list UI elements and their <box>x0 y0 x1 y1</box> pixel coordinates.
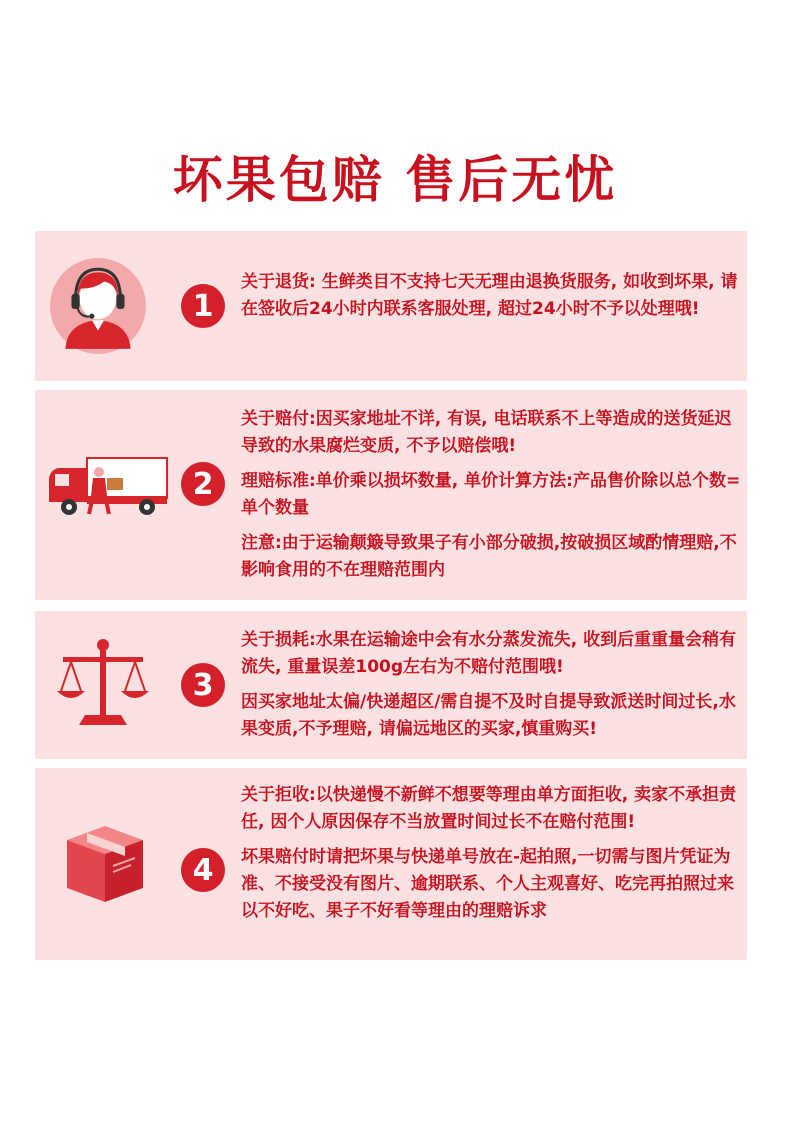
section-text <box>241 782 741 933</box>
step-number-badge: 2 <box>181 462 225 506</box>
customer-service-icon <box>47 255 149 361</box>
paragraph: 理赔标准:单价乘以损坏数量, 单价计算方法:产品售价除以总个数=单个数量 <box>241 471 741 518</box>
section-loss <box>35 611 747 759</box>
paragraph: 因买家地址太偏/快递超区/需自提不及时自提导致派送时间过长,水果变质,不予理赔, 请偏远地区的买家,慎重购买! <box>241 692 736 739</box>
paragraph: 关于损耗:水果在运输途中会有水分蒸发流失, 收到后重重量会稍有流失, 重量误差100g左右为不赔付范围哦! <box>241 630 737 677</box>
paragraph: 坏果赔付时请把坏果与快递单号放在-起拍照,一切需与图片凭证为准、不接受没有图片、逾期联系、个人主观喜好、吃完再拍照过来以不好吃、果子不好看等理由的理赔诉求 <box>241 847 734 921</box>
package-box-icon <box>61 818 149 908</box>
section-returns <box>35 231 747 381</box>
paragraph: 注意:由于运输颠簸导致果子有小部分破损,按破损区域酌情理赔,不影响食用的不在理赔范围内 <box>241 533 737 580</box>
section-text <box>241 406 741 592</box>
delivery-truck-icon <box>47 452 169 524</box>
paragraph: 关于赔付:因买家地址不详, 有误, 电话联系不上等造成的送货延迟导致的水果腐烂变质, 不予以赔偿哦! <box>241 409 732 456</box>
paragraph: 关于拒收:以快递慢不新鲜不想要等理由单方面拒收, 卖家不承担责任, 因个人原因保存不当放置时间过长不在赔付范围! <box>241 785 737 832</box>
step-number-badge: 4 <box>181 848 225 892</box>
step-number-badge: 1 <box>181 284 225 328</box>
page-title: 坏果包赔 售后无忧 <box>172 151 618 209</box>
section-rejection <box>35 768 747 960</box>
section-text <box>241 627 741 751</box>
step-number-badge: 3 <box>181 663 225 707</box>
section-text <box>241 269 741 331</box>
scale-icon <box>57 635 149 735</box>
section-compensation <box>35 390 747 600</box>
paragraph: 关于退货: 生鲜类目不支持七天无理由退换货服务, 如收到坏果, 请在签收后24小时内联系客服处理, 超过24小时不予以处理哦! <box>241 272 738 319</box>
